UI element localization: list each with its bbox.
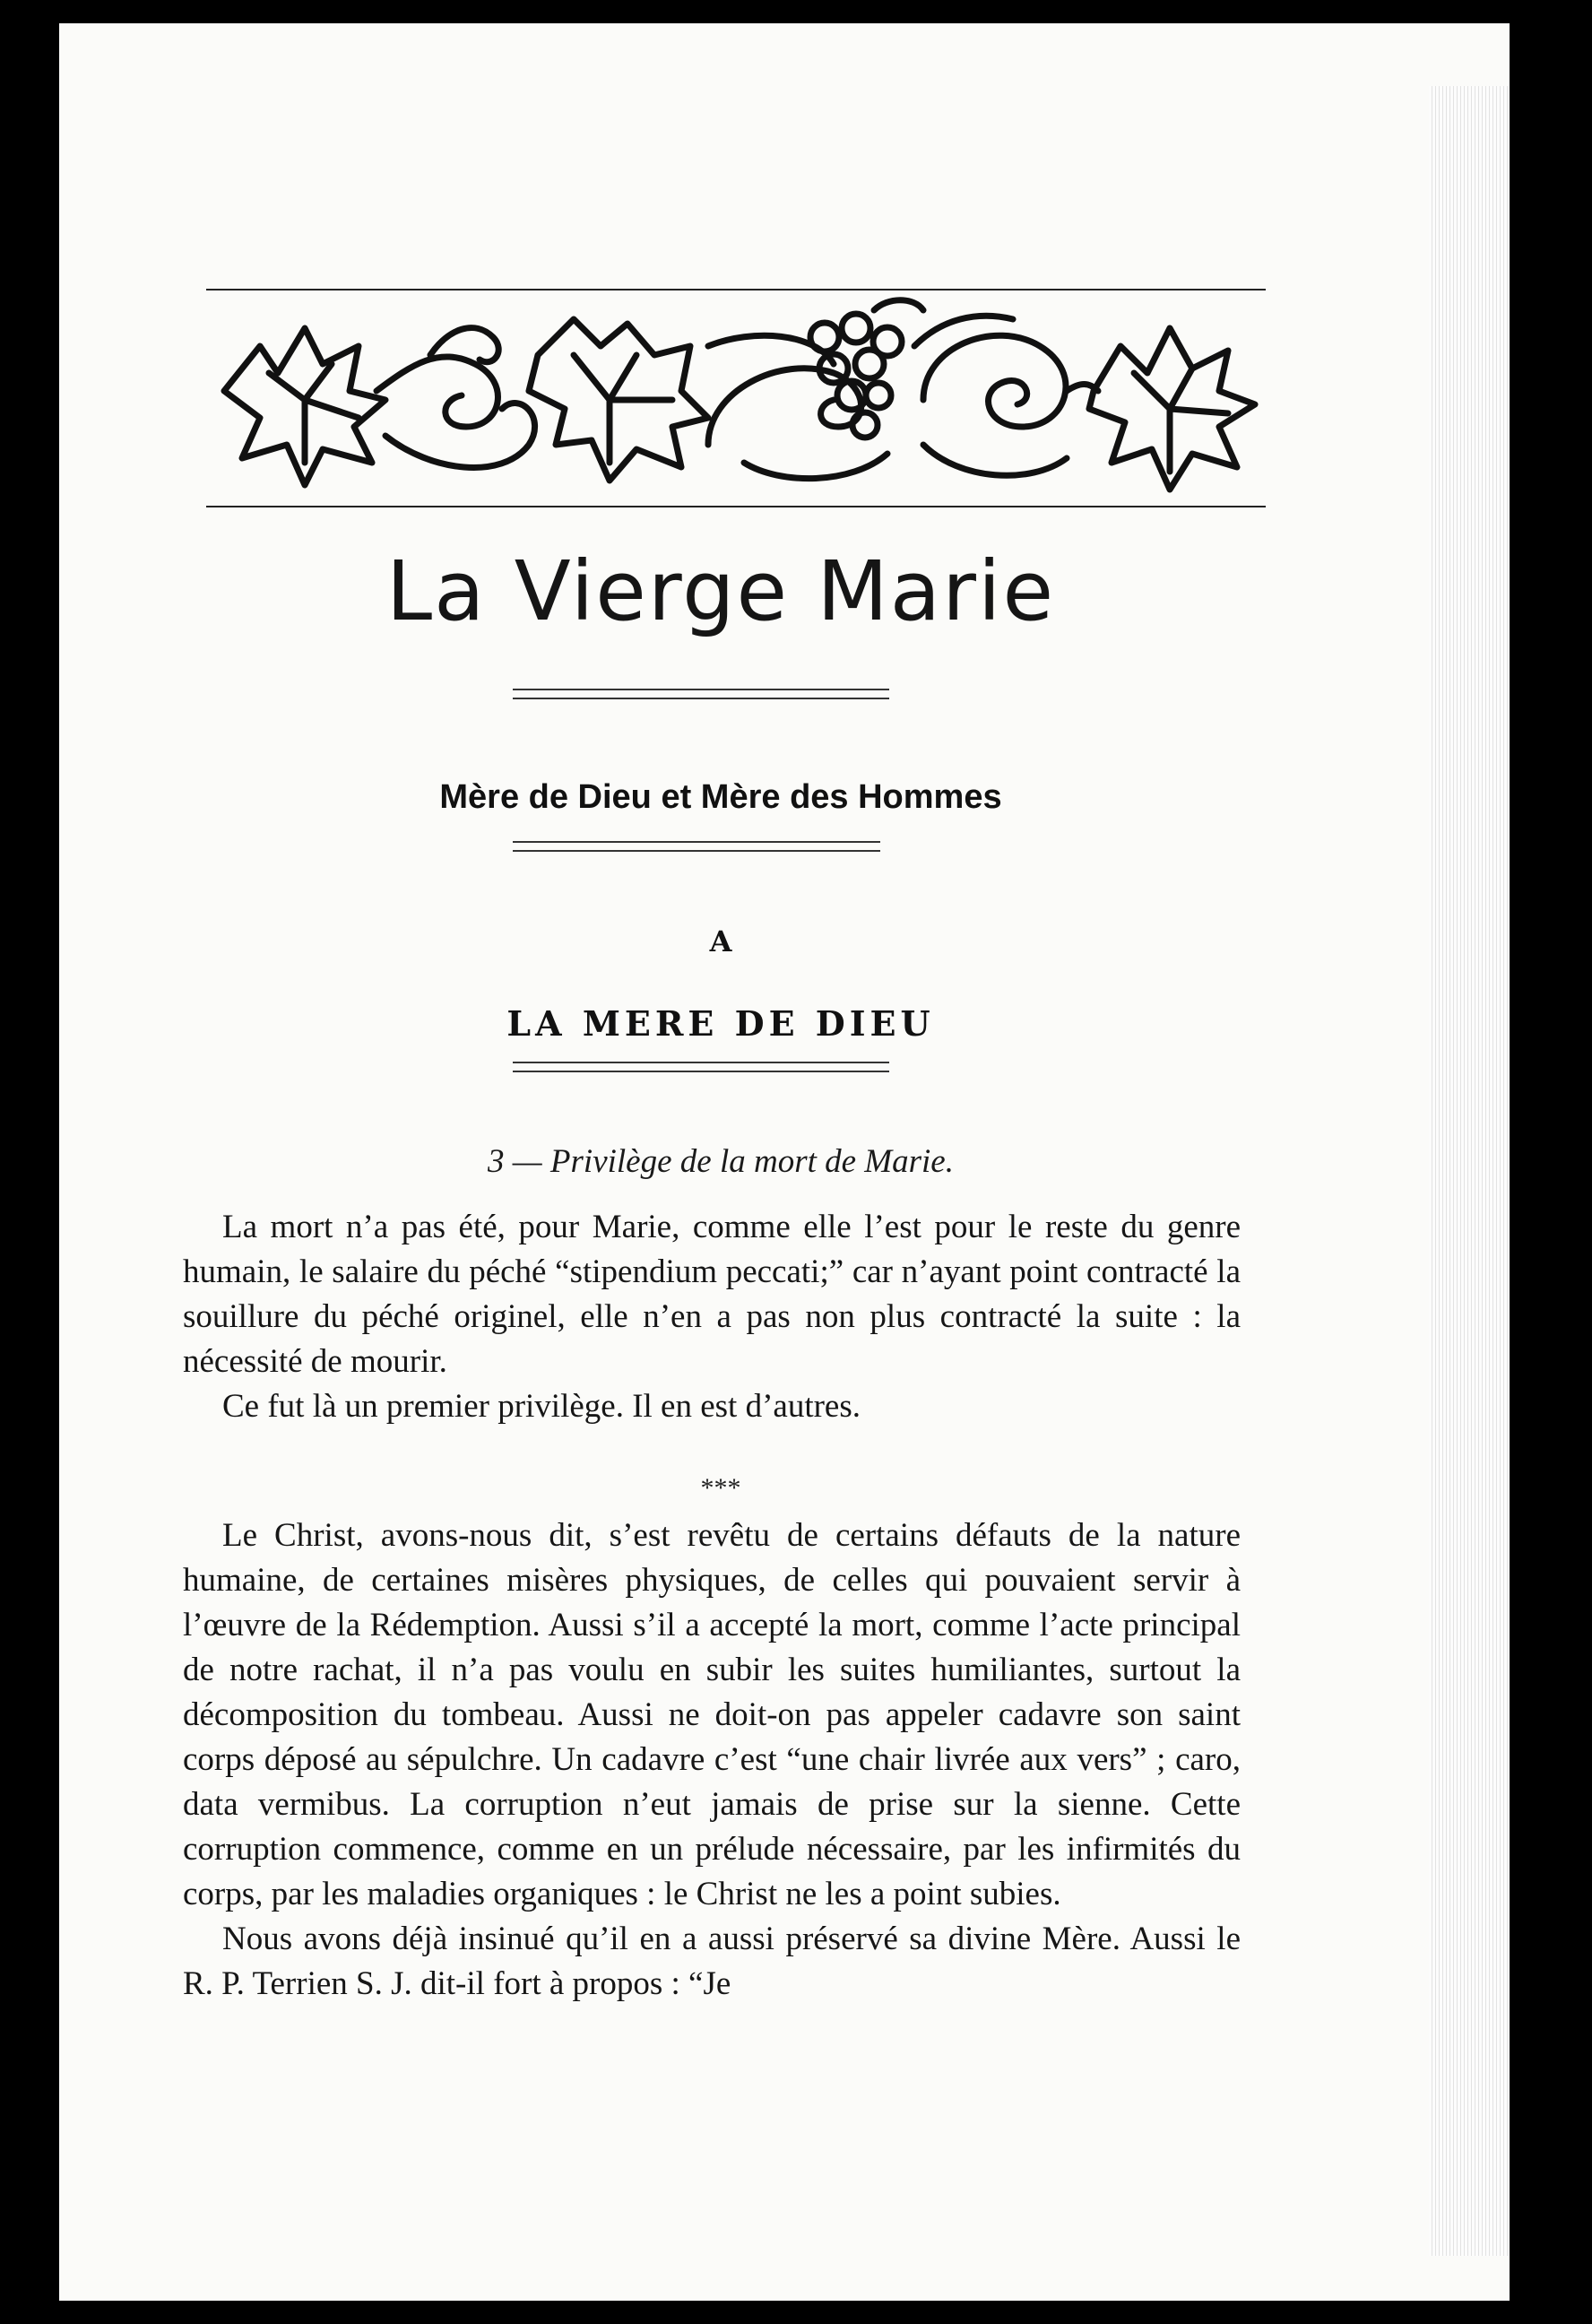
paragraph: La mort n’a pas été, pour Marie, comme elle l’est pour le reste du genre humain, le salaire du péché “stipendium peccati;” car n’ayant point contracté la souillure du péché originel, elle n’en a pas non plus contracté la suite : la nécessité de mourir. [183,1209,1241,1380]
top-rule [206,289,1266,290]
section-separator: *** [700,1473,741,1503]
divider [513,1062,889,1072]
page-subtitle: Mère de Dieu et Mère des Hommes [439,778,1002,816]
paragraph: Ce fut là un premier privilège. Il en est d’autres. [222,1388,861,1425]
paragraph: Le Christ, avons-nous dit, s’est revêtu de certains défauts de la nature humaine, de certaines misères physiques, de celles qui pouvaient servir à l’œuvre de la Rédemption. Aussi s’il a accepté la mort, comme l’acte principal de notre rachat, il n’a pas voulu en subir les suites humiliantes, surtout la décomposition du tombeau. Aussi ne doit-on pas appeler cadavre son saint corps déposé au sépulchre. Un cadavre c’est “une chair livrée aux vers” ; caro, data vermibus. La corruption n’eut jamais de prise sur la sienne. Cette corruption commence, comme en un prélude nécessaire, par les infirmités du corps, par les maladies organiques : le Christ ne les a point subies. [183,1517,1241,1912]
divider [513,689,889,699]
paragraph: Nous avons déjà insinué qu’il en a aussi préservé sa divine Mère. Aussi le R. P. Terrien S. J. dit-il fort à propos : “Je [183,1921,1241,2002]
paragraph-block-1 [183,1205,1241,1429]
bottom-rule [206,506,1266,507]
grapevine-ornament-icon [206,292,1266,499]
book-page [59,23,1510,2301]
page-title: La Vierge Marie [385,543,1056,639]
section-letter: A [709,924,732,958]
page-edge [1429,86,1510,2256]
section-title: LA MERE DE DIEU [506,1003,935,1044]
chapter-heading: 3 — Privilège de la mort de Marie. [488,1143,954,1180]
paragraph-block-2 [183,1513,1241,2007]
divider [513,841,880,852]
